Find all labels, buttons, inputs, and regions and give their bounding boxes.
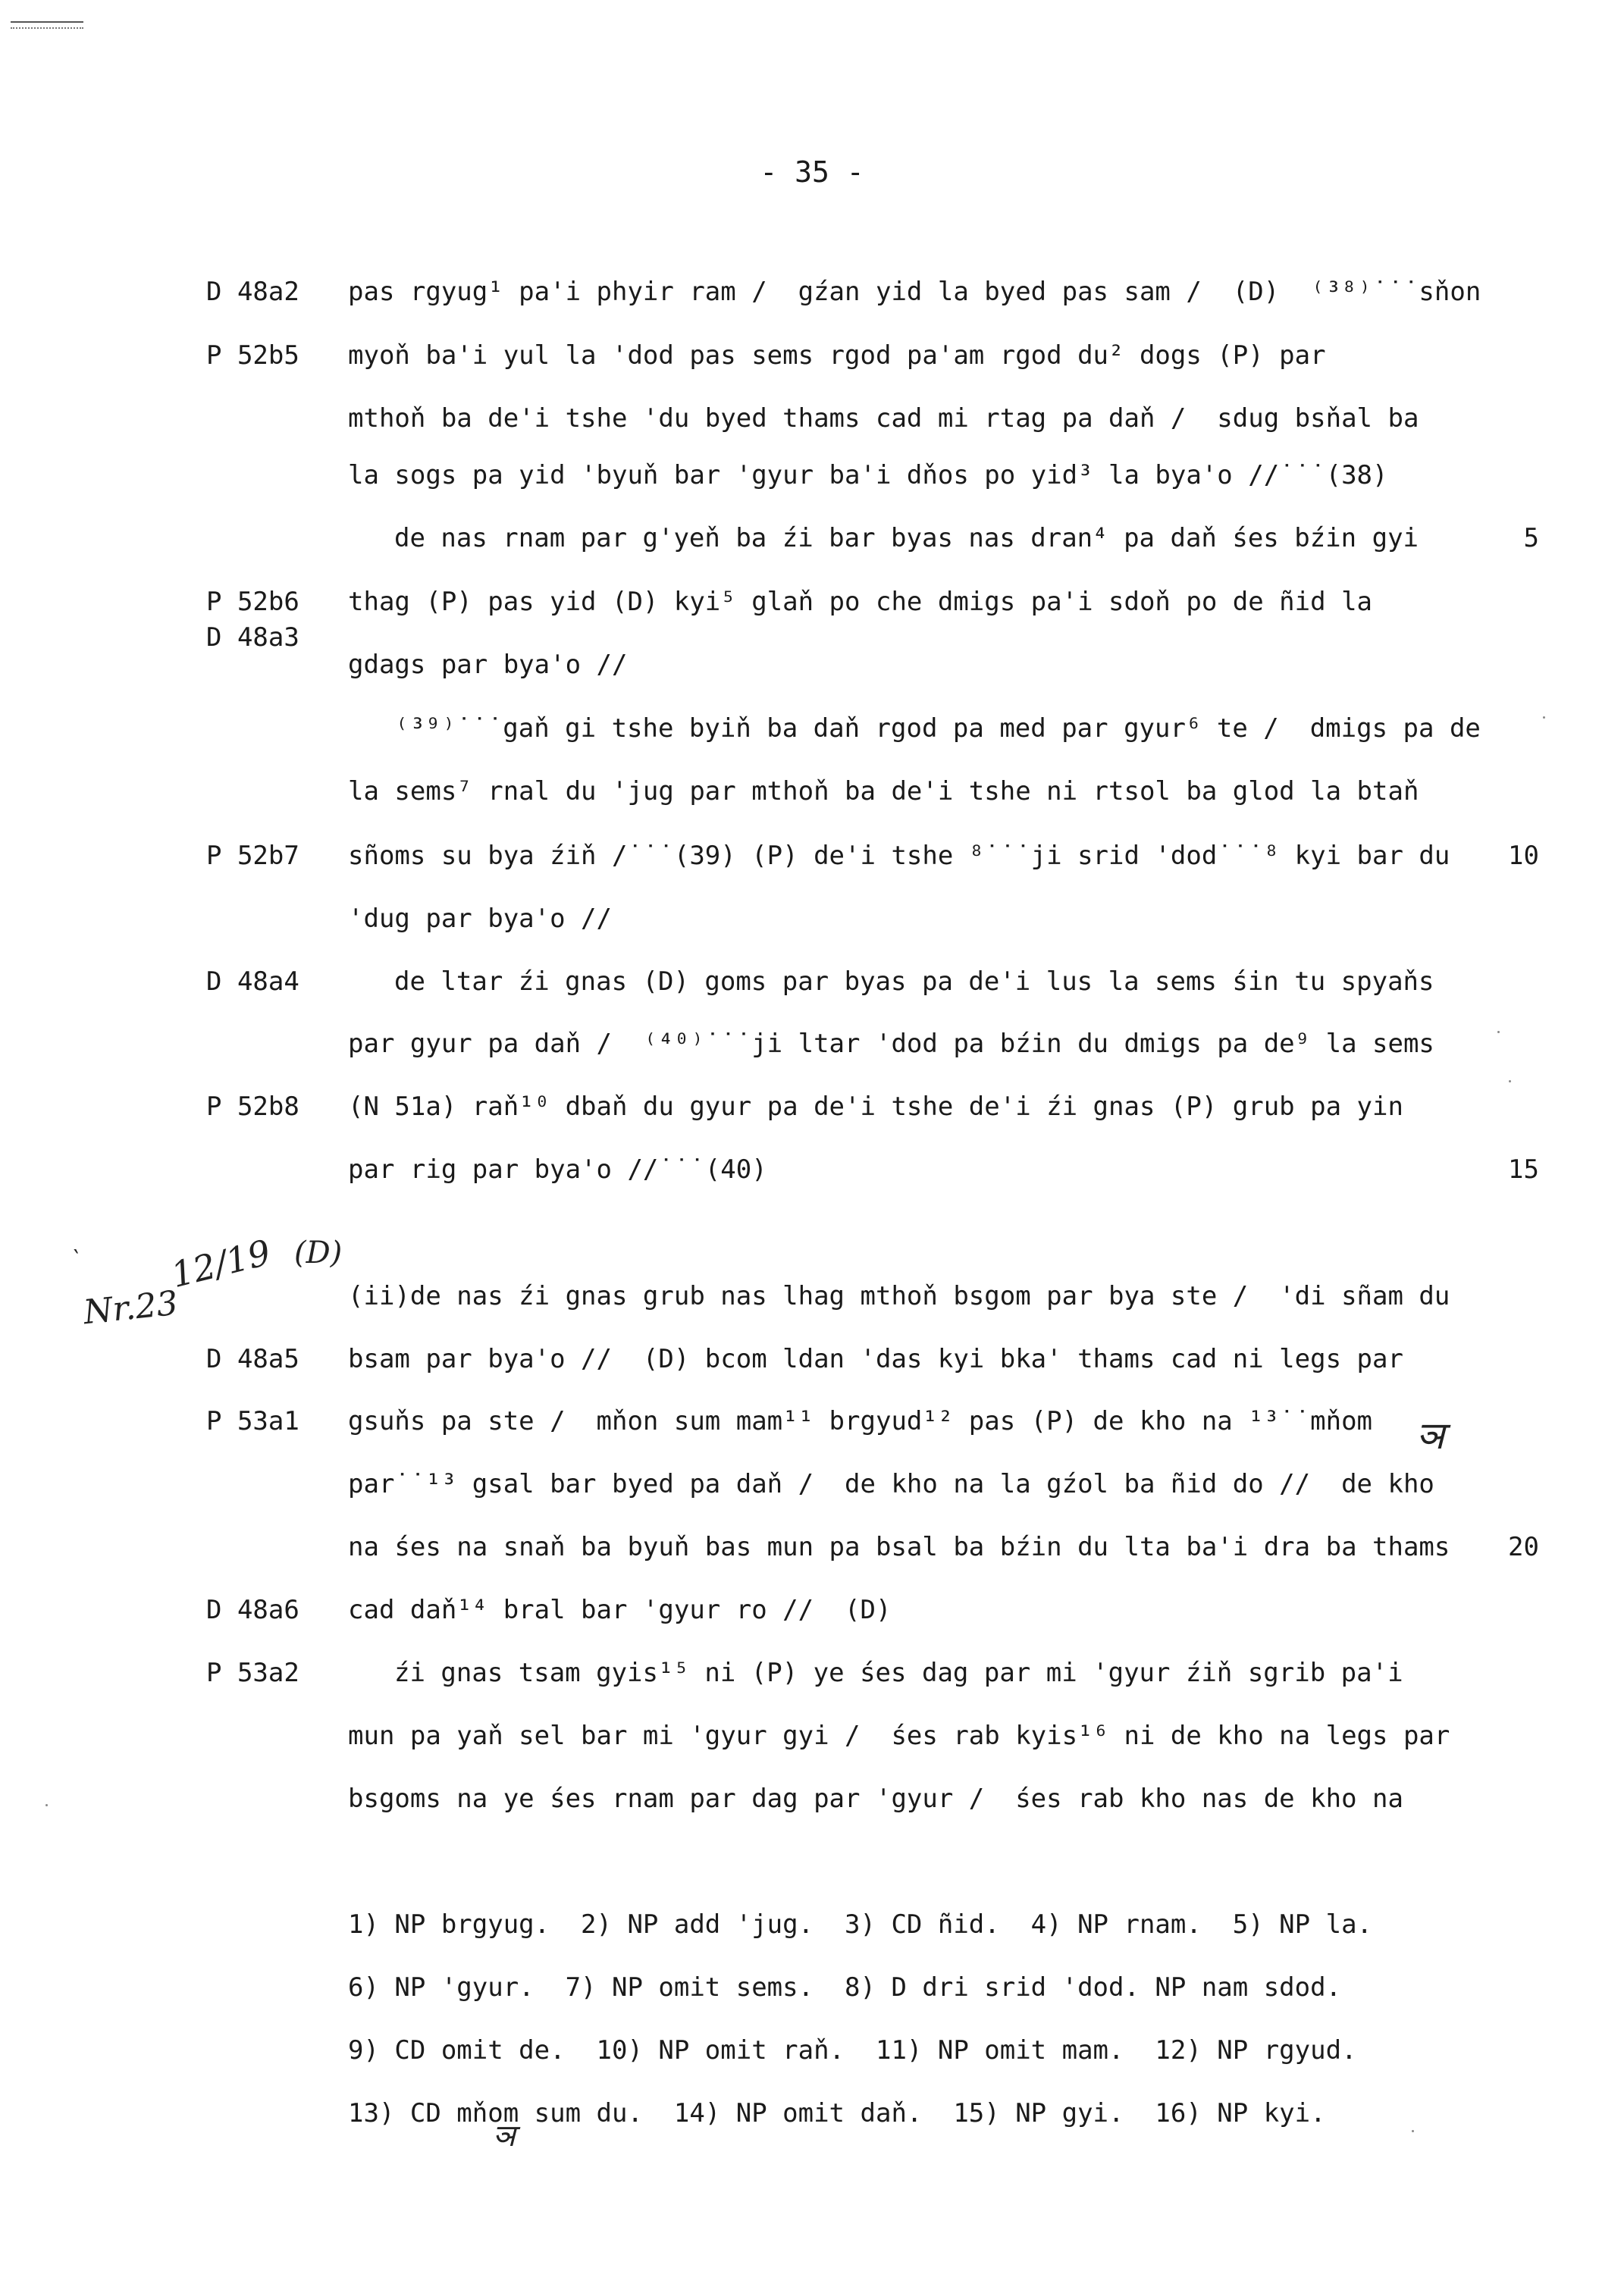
- handwritten-correction: ञ: [1416, 1414, 1445, 1458]
- footnote-line: 6) NP 'gyur. 7) NP omit sems. 8) D dri srid 'dod. NP nam sdod.: [348, 1972, 1342, 2003]
- text-line: mthoň ba de'i tshe 'du byed thams cad mi rtag pa daň / sdug bsňal ba: [348, 403, 1419, 434]
- text-line: bsgoms na ye śes rnam par dag par 'gyur / śes rab kho nas de kho na: [348, 1784, 1403, 1814]
- text-line: sñoms su bya źiň /˙˙˙(39) (P) de'i tshe ⁸˙˙˙ji srid 'dod˙˙˙⁸ kyi bar du: [348, 841, 1450, 871]
- text-line: (ii)de nas źi gnas grub nas lhag mthoň bsgom par bya ste / 'di sñam du: [348, 1281, 1450, 1311]
- line-number: 10: [1508, 841, 1539, 871]
- text-line: bsam par bya'o // (D) bcom ldan 'das kyi bka' thams cad ni legs par: [348, 1344, 1403, 1374]
- scan-speck: [45, 1804, 48, 1806]
- text-line: par gyur pa daň / ⁽⁴⁰⁾˙˙˙ji ltar 'dod pa bźin du dmigs pa de⁹ la sems: [348, 1029, 1434, 1059]
- ref-siglum: D 48a2: [206, 277, 299, 307]
- text-line: myoň ba'i yul la 'dod pas sems rgod pa'am rgod du² dogs (P) par: [348, 340, 1326, 371]
- handwritten-number: Nr.23: [81, 1283, 180, 1333]
- text-line: (N 51a) raň¹⁰ dbaň du gyur pa de'i tshe de'i źi gnas (P) grub pa yin: [348, 1092, 1403, 1122]
- ref-siglum: P 52b8: [206, 1092, 299, 1122]
- ref-siglum: P 53a2: [206, 1658, 299, 1688]
- handwritten-tick: ˋ: [70, 1247, 81, 1273]
- ref-siglum: P 53a1: [206, 1406, 299, 1436]
- scan-artifact: [11, 21, 83, 29]
- text-line: na śes na snaň ba byuň bas mun pa bsal ba bźin du lta ba'i dra ba thams: [348, 1532, 1450, 1562]
- scan-speck: [1412, 2130, 1414, 2132]
- text-line: mun pa yaň sel bar mi 'gyur gyi / śes rab kyis¹⁶ ni de kho na legs par: [348, 1721, 1450, 1751]
- line-number: 5: [1523, 523, 1539, 553]
- footnote-line: 13) CD mňom sum du. 14) NP omit daň. 15) NP gyi. 16) NP kyi.: [348, 2098, 1326, 2128]
- text-line: de ltar źi gnas (D) goms par byas pa de'i lus la sems śin tu spyaňs: [394, 966, 1434, 997]
- text-line: la sems⁷ rnal du 'jug par mthoň ba de'i tshe ni rtsol ba glod la btaň: [348, 776, 1419, 807]
- text-line: ⁽³⁹⁾˙˙˙gaň gi tshe byiň ba daň rgod pa med par gyur⁶ te / dmigs pa de: [394, 713, 1481, 744]
- handwritten-siglum: (D): [294, 1236, 343, 1270]
- ref-siglum: P 52b6: [206, 587, 299, 617]
- line-number: 20: [1508, 1532, 1539, 1562]
- ref-siglum: P 52b7: [206, 841, 299, 871]
- text-line: par˙˙¹³ gsal bar byed pa daň / de kho na la gźol ba ñid do // de kho: [348, 1469, 1434, 1499]
- text-line: źi gnas tsam gyis¹⁵ ni (P) ye śes dag par mi 'gyur źiň sgrib pa'i: [394, 1658, 1403, 1688]
- scan-speck: [1497, 1031, 1500, 1033]
- text-line: cad daň¹⁴ bral bar 'gyur ro // (D): [348, 1595, 892, 1625]
- text-line: la sogs pa yid 'byuň bar 'gyur ba'i dňos po yid³ la bya'o //˙˙˙(38): [348, 460, 1388, 490]
- page-number: - 35 -: [760, 155, 864, 189]
- ref-siglum: D 48a6: [206, 1595, 299, 1625]
- text-line: 'dug par bya'o //: [348, 904, 612, 934]
- ref-siglum: D 48a5: [206, 1344, 299, 1374]
- footnote-line: 1) NP brgyug. 2) NP add 'jug. 3) CD ñid. 4) NP rnam. 5) NP la.: [348, 1909, 1373, 1940]
- scan-speck: [1509, 1080, 1511, 1082]
- text-line: de nas rnam par g'yeň ba źi bar byas nas dran⁴ pa daň śes bźin gyi: [394, 523, 1419, 553]
- text-line: par rig par bya'o //˙˙˙(40): [348, 1154, 767, 1185]
- text-line: gdags par bya'o //: [348, 650, 628, 680]
- text-line: thag (P) pas yid (D) kyi⁵ glaň po che dmigs pa'i sdoň po de ñid la: [348, 587, 1373, 617]
- ref-siglum: D 48a3: [206, 622, 299, 653]
- text-line: gsuňs pa ste / mňon sum mam¹¹ brgyud¹² pas (P) de kho na ¹³˙˙mňom: [348, 1406, 1373, 1436]
- text-line: pas rgyug¹ pa'i phyir ram / gźan yid la byed pas sam / (D) ⁽³⁸⁾˙˙˙sňon: [348, 277, 1481, 307]
- footnote-line: 9) CD omit de. 10) NP omit raň. 11) NP omit mam. 12) NP rgyud.: [348, 2035, 1357, 2066]
- scan-speck: [1543, 716, 1545, 719]
- handwritten-correction: ञ: [493, 2119, 516, 2153]
- line-number: 15: [1508, 1154, 1539, 1185]
- handwritten-date: 12/19: [167, 1231, 275, 1296]
- ref-siglum: P 52b5: [206, 340, 299, 371]
- ref-siglum: D 48a4: [206, 966, 299, 997]
